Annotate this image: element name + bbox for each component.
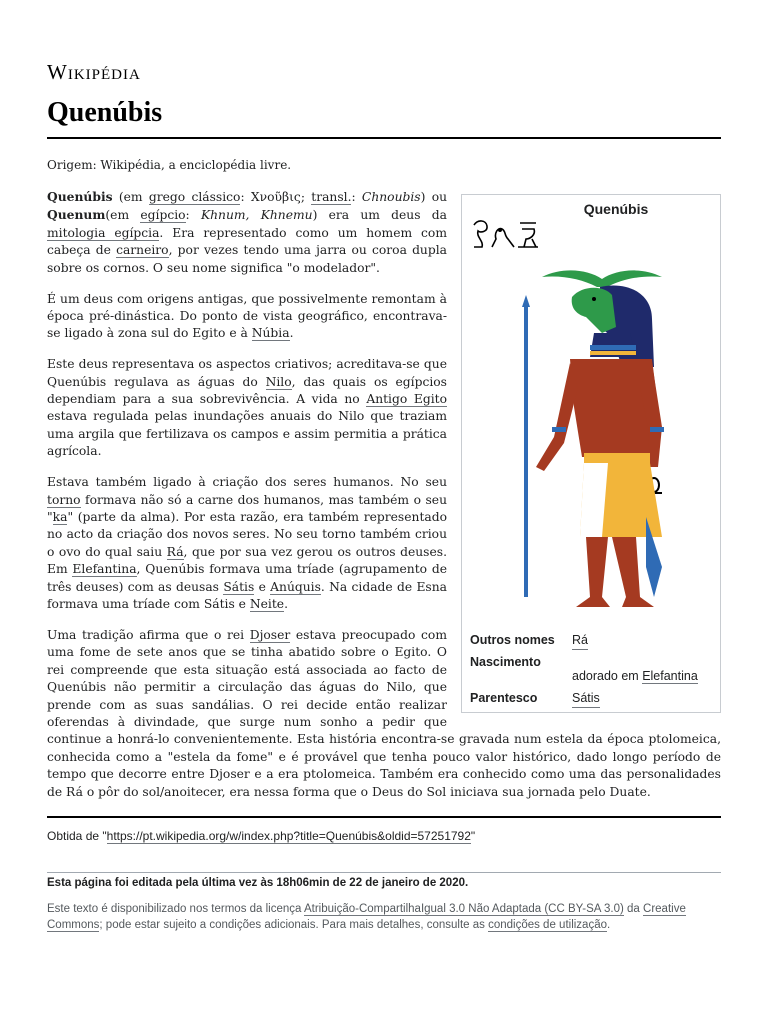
- text: .: [607, 919, 611, 931]
- link-elefantina[interactable]: Elefantina: [72, 562, 137, 577]
- italic-term: Khnum, Khnemu: [200, 208, 313, 223]
- infobox-value-text: adorado em: [572, 669, 643, 683]
- text: , Quenúbis formava uma tríade (agrupamento de três deuses) com as deusas: [47, 562, 447, 594]
- text: Este deus representava os aspectos criativos; acreditava-se que Quenúbis regulava as águas do: [47, 357, 447, 389]
- title-divider: [47, 137, 721, 139]
- link-nubia[interactable]: Núbia: [251, 326, 290, 341]
- text: .: [289, 326, 294, 341]
- infobox: [461, 194, 721, 713]
- last-edited: Esta página foi editada pela última vez às 18h06min de 22 de janeiro de 2020.: [47, 877, 469, 889]
- link-creative-commons[interactable]: Creative Commons: [47, 903, 686, 931]
- link-ra[interactable]: Rá: [166, 544, 184, 559]
- text: e: [254, 579, 271, 594]
- text: Uma tradição afirma que o rei: [47, 627, 250, 642]
- link-ka[interactable]: ka: [52, 510, 68, 524]
- italic-term: Chnoubis: [361, 190, 421, 204]
- infobox-title: Quenúbis: [583, 201, 649, 217]
- link-grego-classico[interactable]: grego clássico: [148, 190, 241, 204]
- link-djoser[interactable]: Djoser: [249, 627, 291, 642]
- text: :: [351, 190, 362, 204]
- wikipedia-wordmark[interactable]: Wikipédia: [47, 60, 141, 84]
- text: É um deus com origens antigas, que possivelmente remontam à época pré-dinástica. Do ponto de vista geográfico, encontrava-se ligado à zona sul do Egito e à: [47, 291, 447, 341]
- origin-note: Origem: Wikipédia, a enciclopédia livre.: [47, 158, 292, 172]
- text: formava não só a carne dos humanos, mas também o seu ": [47, 492, 447, 524]
- link-cc-by-sa[interactable]: Atribuição-CompartilhaIgual 3.0 Não Adaptada (CC BY-SA 3.0): [303, 903, 624, 915]
- text: .: [284, 597, 288, 612]
- permalink[interactable]: https://pt.wikipedia.org/w/index.php?title=Quenúbis&oldid=57251792: [106, 829, 471, 843]
- link-nilo[interactable]: Nilo: [265, 374, 292, 389]
- link-torno[interactable]: torno: [47, 492, 81, 507]
- text: : Χνοῦβις;: [240, 190, 312, 204]
- footer-divider: [47, 816, 721, 818]
- infobox-key: Nascimento: [470, 655, 541, 669]
- bold-term: Quenúbis: [47, 189, 113, 204]
- link-antigo-egito[interactable]: Antigo Egito: [366, 392, 447, 407]
- text: ) ou: [420, 190, 448, 204]
- article-body: [47, 188, 721, 815]
- license-notice: [47, 901, 721, 933]
- text: , que por sua vez gerou os outros deuses. Em: [47, 544, 447, 577]
- link-satis[interactable]: Sátis: [223, 579, 255, 594]
- text: Obtida de ": [47, 829, 107, 843]
- text: Estava também ligado à criação dos seres humanos. No seu: [47, 475, 447, 490]
- link-mitologia-egipcia[interactable]: mitologia egípcia: [47, 225, 160, 240]
- infobox-link-elefantina[interactable]: Elefantina: [642, 669, 698, 683]
- link-egipcio[interactable]: egípcio: [140, 208, 186, 223]
- text: , das quais os egípcios dependiam para a sua sobrevivência. A vida no: [47, 374, 447, 407]
- hieroglyph-icon: [470, 217, 552, 255]
- link-anuquis[interactable]: Anúquis: [270, 579, 321, 594]
- text: ; pode estar sujeito a condições adicionais. Para mais detalhes, consulte as: [99, 919, 489, 931]
- text: . Era representado como um homem com cabeça de: [47, 225, 447, 258]
- text: :: [185, 208, 201, 223]
- text: Este texto é disponibilizado nos termos da licença: [47, 903, 304, 915]
- link-carneiro[interactable]: carneiro: [116, 243, 169, 258]
- text: da: [623, 903, 644, 915]
- infobox-link-satis[interactable]: Sátis: [572, 690, 600, 708]
- obtained-from: [47, 829, 475, 843]
- text: , por vezes tendo uma jarra ou coroa dupla sobre os cornos. O seu nome significa "o modelador".: [47, 243, 447, 275]
- text: " (parte da alma). Por esta razão, era também representado no acto da criação dos novos seres. No seu torno também criou o ovo do qual saiu: [47, 510, 447, 559]
- infobox-key: Parentesco: [470, 691, 538, 705]
- link-terms-of-use[interactable]: condições de utilização: [488, 919, 607, 931]
- text: ": [470, 829, 476, 843]
- text: (em: [105, 208, 141, 223]
- text: . Na cidade de Esna formava uma tríade com Sátis e: [47, 579, 447, 612]
- text: ) era um deus da: [312, 208, 447, 223]
- text: estava preocupado com uma fome de sete anos que se tinha abatido sobre o Egito. O rei compreende que esta situação está associada ao facto de Quenúbis não permitir a circulação das águas do Nilo, que prende com as suas sandálias. O rei decide então realizar oferendas à divindade, que surge num sonho a pedir que continue a honrá-lo convenientemente. Esta história encontra-se gravada num estela da época ptolomeica, conhecida como a "estela da fome" e é provável que tenha pouco valor histórico, dado longo período de tempo que decorre entre Djoser e a era ptolomeica. Também era conhecido como uma das personalidades de Rá o pôr do sol/anoitecer, era nessa forma que o Deus do Sol iniciava sua jornada pelo Duate.: [47, 627, 721, 799]
- link-transl[interactable]: transl.: [311, 190, 352, 204]
- infobox-link-ra[interactable]: Rá: [572, 632, 588, 650]
- bold-term: Quenum: [47, 207, 106, 223]
- infobox-value: [572, 668, 698, 685]
- page-title: Quenúbis: [47, 97, 163, 128]
- text: (em: [112, 190, 149, 204]
- text: estava regulada pelas inundações anuais do Nilo que traziam uma argila que fertilizava os campos e assim permitia a prática agrícola.: [47, 409, 447, 459]
- infobox-key: Outros nomes: [470, 633, 555, 647]
- footer-thin-divider: [47, 872, 721, 873]
- khnum-illustration: [512, 267, 682, 617]
- link-neite[interactable]: Neite: [249, 597, 285, 612]
